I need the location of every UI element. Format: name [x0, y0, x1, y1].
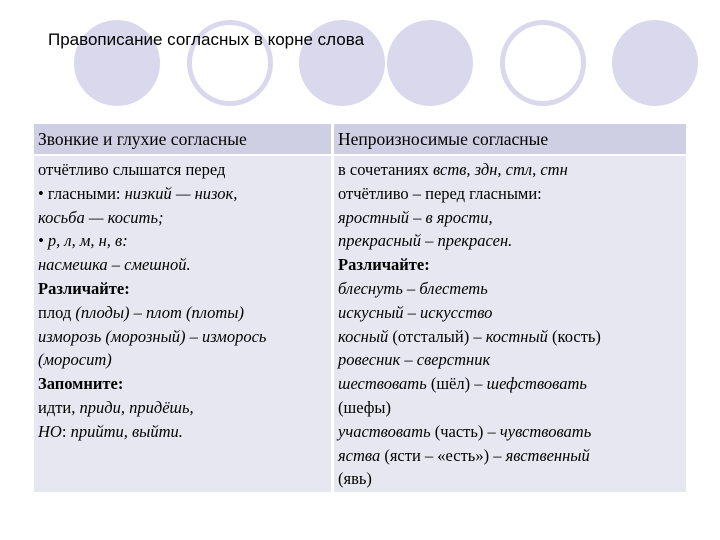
text-segment: изморозь (морозный) – изморось — [38, 326, 267, 346]
cell-line — [338, 277, 686, 301]
text-segment: низкий — низок, — [124, 183, 238, 203]
text-segment: Различайте: — [338, 255, 430, 275]
text-segment: шефствовать — [486, 374, 587, 394]
cell-line — [338, 420, 686, 444]
cell-line — [38, 206, 331, 230]
text-segment: шествовать — [338, 374, 427, 394]
header-unpronounceable: Непроизносимые согласные — [334, 124, 686, 154]
cell-voiced-voiceless-rules — [34, 156, 331, 492]
text-segment: косный — [338, 326, 389, 346]
text-segment: яростный – в ярости, — [338, 207, 493, 227]
cell-line — [338, 206, 686, 230]
cell-line — [338, 301, 686, 325]
text-segment: ровесник – сверстник — [338, 350, 491, 370]
text-segment: Запомните: — [38, 374, 124, 394]
text-segment: насмешка – смешной. — [38, 255, 191, 275]
text-segment: • гласными: — [38, 183, 125, 203]
text-segment: в сочетаниях — [338, 160, 434, 179]
text-segment: яства — [338, 445, 381, 465]
text-segment: искусный – искусство — [338, 302, 493, 322]
text-segment: (часть) – — [430, 421, 500, 441]
cell-line — [38, 277, 331, 301]
cell-line — [338, 325, 686, 349]
text-segment: (кость) — [547, 326, 601, 346]
text-segment: прийти, выйти. — [70, 421, 183, 441]
text-segment: : — [61, 421, 71, 441]
cell-line — [38, 253, 331, 277]
text-segment: (плоды) – плот (плоты) — [75, 302, 244, 322]
text-segment: отчётливо слышатся перед — [38, 160, 226, 179]
cell-line — [338, 229, 686, 253]
decor-circle-ring-2 — [500, 20, 586, 106]
text-segment: вств, здн, стл, стн — [433, 160, 568, 179]
cell-line — [38, 229, 331, 253]
cell-line — [338, 253, 686, 277]
text-segment: (моросит) — [38, 350, 112, 370]
text-segment: НО — [38, 421, 62, 441]
cell-line — [338, 467, 686, 491]
cell-line — [38, 325, 331, 349]
text-segment: • р, л, м, н, в: — [38, 231, 128, 251]
cell-unpronounceable-rules — [334, 156, 686, 492]
text-segment: явственный — [505, 445, 590, 465]
text-segment: блеснуть – блестеть — [338, 278, 488, 298]
decor-circle-filled-3 — [387, 20, 473, 106]
slide-title: Правописание согласных в корне слова — [48, 30, 365, 49]
cell-line — [38, 396, 331, 420]
text-segment: (шёл) – — [426, 374, 487, 394]
cell-line — [338, 348, 686, 372]
cell-line — [38, 372, 331, 396]
text-segment: (шефы) — [338, 397, 391, 417]
text-segment: (явь) — [338, 469, 372, 489]
decor-circle-filled-4 — [612, 20, 698, 106]
text-segment: идти, — [38, 397, 80, 417]
cell-line — [338, 372, 686, 396]
text-segment: участвовать — [338, 421, 431, 441]
cell-line — [38, 420, 331, 444]
text-segment: (отсталый) – — [388, 326, 486, 346]
text-segment: косьба — косить; — [38, 207, 164, 227]
cell-line — [338, 396, 686, 420]
text-segment: плод — [38, 302, 76, 322]
cell-line — [38, 182, 331, 206]
cell-line — [338, 158, 686, 182]
text-segment: костный — [485, 326, 548, 346]
header-voiced-voiceless: Звонкие и глухие согласные — [34, 124, 331, 154]
cell-line — [38, 301, 331, 325]
text-segment: Различайте: — [38, 278, 130, 298]
rules-table — [34, 124, 686, 494]
cell-line — [38, 158, 331, 182]
cell-line — [38, 348, 331, 372]
cell-line — [338, 182, 686, 206]
text-segment: чувствовать — [499, 421, 592, 441]
text-segment: отчётливо – перед гласными: — [338, 183, 542, 203]
text-segment: прекрасный – прекрасен. — [338, 231, 513, 251]
text-segment: приди, придёшь, — [79, 397, 194, 417]
text-segment: (ясти – «есть») – — [380, 445, 506, 465]
cell-line — [338, 444, 686, 468]
